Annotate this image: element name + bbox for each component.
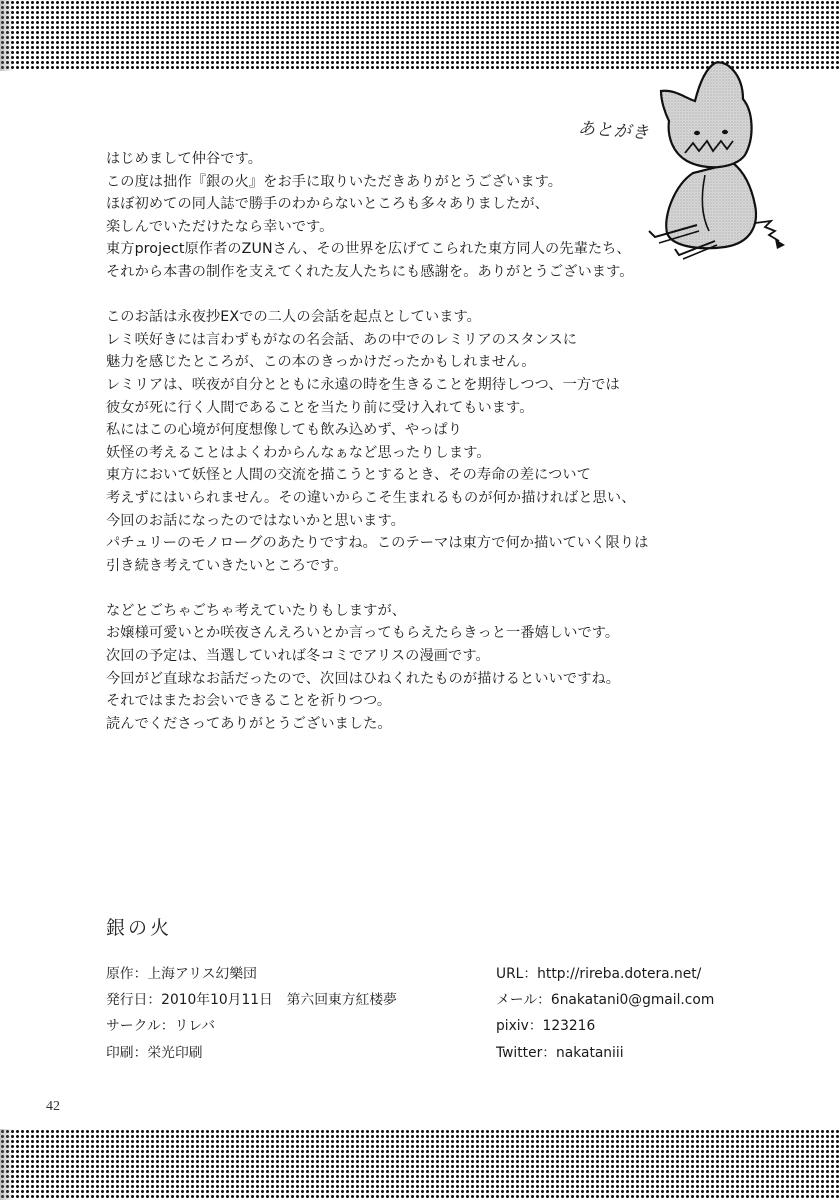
text-line: 読んでくださってありがとうございました。 [106,715,392,732]
text-line: 考えずにはいられません。その違いからこそ生まれるものが何か描ければと思い、 [106,489,636,506]
colophon-email: メール：6nakatani0@gmail.com [496,992,715,1009]
text-line: 今回がど直球なお話だったので、次回はひねくれたものが描けるといいですね。 [106,670,621,687]
text-line: 彼女が死に行く人間であることを当たり前に受け入れてもいます。 [106,399,534,416]
text-line: ほぼ初めての同人誌で勝手のわからないところも多々ありましたが、 [106,196,549,213]
text-line: 東方において妖怪と人間の交流を描こうとするとき、その寿命の差について [106,467,591,484]
text-line: このお話は永夜抄EXでの二人の会話を起点としています。 [106,309,481,326]
colophon-url: URL：http://rireba.dotera.net/ [496,966,702,982]
colophon-pixiv: pixiv：123216 [496,1018,596,1035]
text-line: お嬢様可愛いとか咲夜さんえろいとか言ってもらえたらきっと一番嬉しいです。 [106,625,620,642]
text-line: レミ咲好きには言わずもがなの名会話、あの中でのレミリアのスタンスに [106,331,578,348]
text-line: 私にはこの心境が何度想像しても飲み込めず、やっぱり [106,422,463,439]
colophon-title: 銀の火 [106,917,173,939]
text-line: 引き続き考えていきたいところです。 [106,557,348,574]
text-line: 今回のお話になったのではないかと思います。 [106,512,405,529]
text-line: 次回の予定は、当選していれば冬コミでアリスの漫画です。 [106,648,490,665]
colophon-publication-info [106,961,397,1066]
paragraph-story-origin [106,306,706,577]
colophon-twitter: Twitter：nakataniii [496,1044,624,1061]
colophon-original-work: 原作：上海アリス幻樂団 [106,966,257,982]
text-line: レミリアは、咲夜が自分とともに永遠の時を生きることを期待しつつ、一方では [106,376,620,393]
colophon-publish-date: 発行日：2010年10月11日 第六回東方紅楼夢 [106,992,397,1009]
text-line: パチュリーのモノローグのあたりですね。このテーマは東方で何か描いていく限りは [106,535,649,552]
text-line: それから本書の制作を支えてくれた友人たちにも感謝を。ありがとうございます。 [106,263,634,280]
afterword-body [106,148,706,758]
text-line: 魅力を感じたところが、この本のきっかけだったかもしれません。 [106,354,536,371]
text-line: などとごちゃごちゃ考えていたりもしますが、 [106,602,407,619]
colophon-circle: サークル：リレバ [106,1018,215,1035]
colophon-printer: 印刷：栄光印刷 [106,1044,203,1061]
text-line: 東方project原作者のZUNさん、その世界を広げてこられた東方同人の先輩たち、 [106,241,631,258]
page-number: 42 [46,1099,60,1114]
text-line: 妖怪の考えることはよくわからんなぁなど思ったりします。 [106,444,491,461]
halftone-footer-band [0,1129,840,1200]
text-line: 楽しんでいただけたなら幸いです。 [106,218,334,235]
colophon-contact-info [496,961,714,1066]
paragraph-closing [106,600,706,736]
text-line: はじめまして仲谷です。 [106,151,263,167]
text-line: この度は拙作『銀の火』をお手に取りいただきありがとうございます。 [106,173,563,190]
paragraph-greeting [106,148,706,284]
afterword-label: あとがき [577,118,651,144]
text-line: それではまたお会いできることを祈りつつ。 [106,693,392,710]
